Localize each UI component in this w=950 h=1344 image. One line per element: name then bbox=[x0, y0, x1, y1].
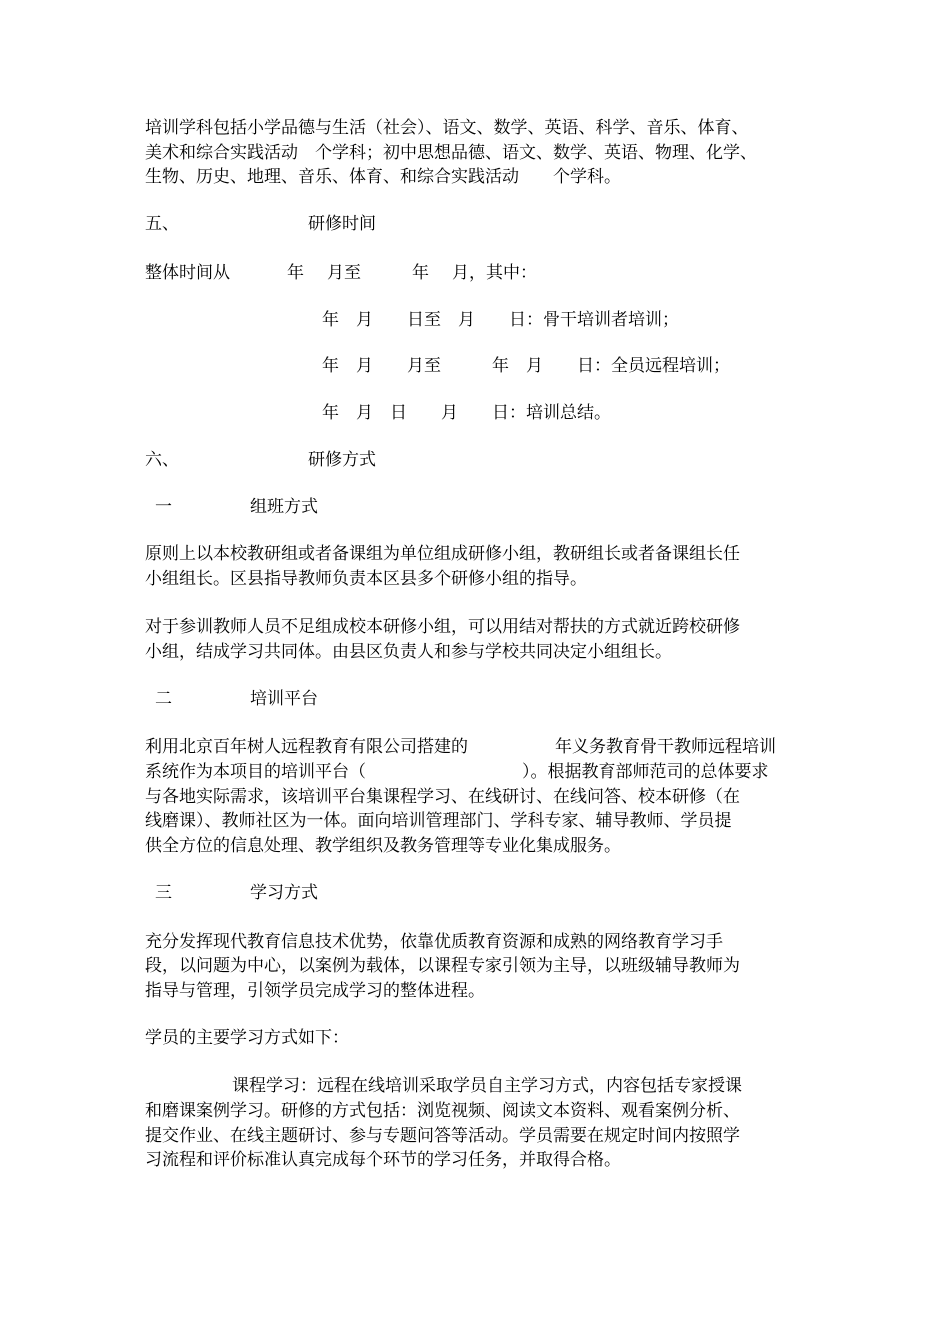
subsection-heading: 组班方式 bbox=[250, 497, 318, 517]
text-line: ）。根据教育部师范司的总体要求 bbox=[522, 762, 769, 782]
text-line: 小组，结成学习共同体。由县区负责人和参与学校共同决定小组组长。 bbox=[145, 642, 672, 662]
text-line: 课程学习：远程在线培训采取学员自主学习方式，内容包括专家授课 bbox=[232, 1076, 742, 1096]
text-line: 与各地实际需求，该培训平台集课程学习、在线研讨、在线问答、校本研修（在 bbox=[145, 787, 740, 807]
text-line: 学员的主要学习方式如下： bbox=[145, 1028, 349, 1048]
schedule-line: 年 月 日至 月 日：骨干培训者培训； bbox=[322, 310, 679, 330]
text-line: 生物、历史、地理、音乐、体育、和综合实践活动 个学科。 bbox=[145, 167, 621, 187]
text-line: 原则上以本校教研组或者备课组为单位组成研修小组，教研组长或者备课组长任 bbox=[145, 544, 740, 564]
text-line: 供全方位的信息处理、教学组织及教务管理等专业化集成服务。 bbox=[145, 836, 621, 856]
text-line: 年 bbox=[287, 263, 304, 283]
text-line: 系统作为本项目的培训平台（ bbox=[145, 762, 366, 782]
text-line: 对于参训教师人员不足组成校本研修小组，可以用结对帮扶的方式就近跨校研修 bbox=[145, 617, 740, 637]
text-line: 年义务教育骨干教师远程培训 bbox=[555, 737, 776, 757]
text-line: 培训学科包括小学品德与生活（社会）、语文、数学、英语、科学、音乐、体育、 bbox=[145, 118, 749, 138]
text-line: 月，其中： bbox=[452, 263, 537, 283]
text-line: 线磨课）、教师社区为一体。面向培训管理部门、学科专家、辅导教师、学员提 bbox=[145, 811, 732, 831]
subsection-number: 三 bbox=[155, 883, 172, 903]
section-number: 六、 bbox=[145, 450, 179, 470]
subsection-heading: 培训平台 bbox=[250, 689, 318, 709]
section-heading: 研修方式 bbox=[308, 450, 376, 470]
section-number: 五、 bbox=[145, 214, 179, 234]
text-line: 充分发挥现代教育信息技术优势，依靠优质教育资源和成熟的网络教育学习手 bbox=[145, 932, 723, 952]
text-line: 美术和综合实践活动 个学科；初中思想品德、语文、数学、英语、物理、化学、 bbox=[145, 143, 757, 163]
text-line: 小组组长。区县指导教师负责本区县多个研修小组的指导。 bbox=[145, 569, 587, 589]
text-line: 整体时间从 bbox=[145, 263, 230, 283]
subsection-number: 一 bbox=[155, 497, 172, 517]
text-line: 习流程和评价标准认真完成每个环节的学习任务，并取得合格。 bbox=[145, 1150, 621, 1170]
text-line: 指导与管理，引领学员完成学习的整体进程。 bbox=[145, 981, 485, 1001]
schedule-line: 年 月 日 月 日：培训总结。 bbox=[322, 403, 611, 423]
text-line: 提交作业、在线主题研讨、参与专题问答等活动。学员需要在规定时间内按照学 bbox=[145, 1126, 740, 1146]
text-line: 段，以问题为中心，以案例为载体，以课程专家引领为主导，以班级辅导教师为 bbox=[145, 956, 740, 976]
text-line: 月至 bbox=[327, 263, 361, 283]
text-line: 和磨课案例学习。研修的方式包括：浏览视频、阅读文本资料、观看案例分析、 bbox=[145, 1101, 740, 1121]
section-heading: 研修时间 bbox=[308, 214, 376, 234]
subsection-number: 二 bbox=[155, 689, 172, 709]
text-line: 利用北京百年树人远程教育有限公司搭建的 bbox=[145, 737, 468, 757]
schedule-line: 年 月 月至 年 月 日：全员远程培训； bbox=[322, 356, 730, 376]
subsection-heading: 学习方式 bbox=[250, 883, 318, 903]
text-line: 年 bbox=[412, 263, 429, 283]
